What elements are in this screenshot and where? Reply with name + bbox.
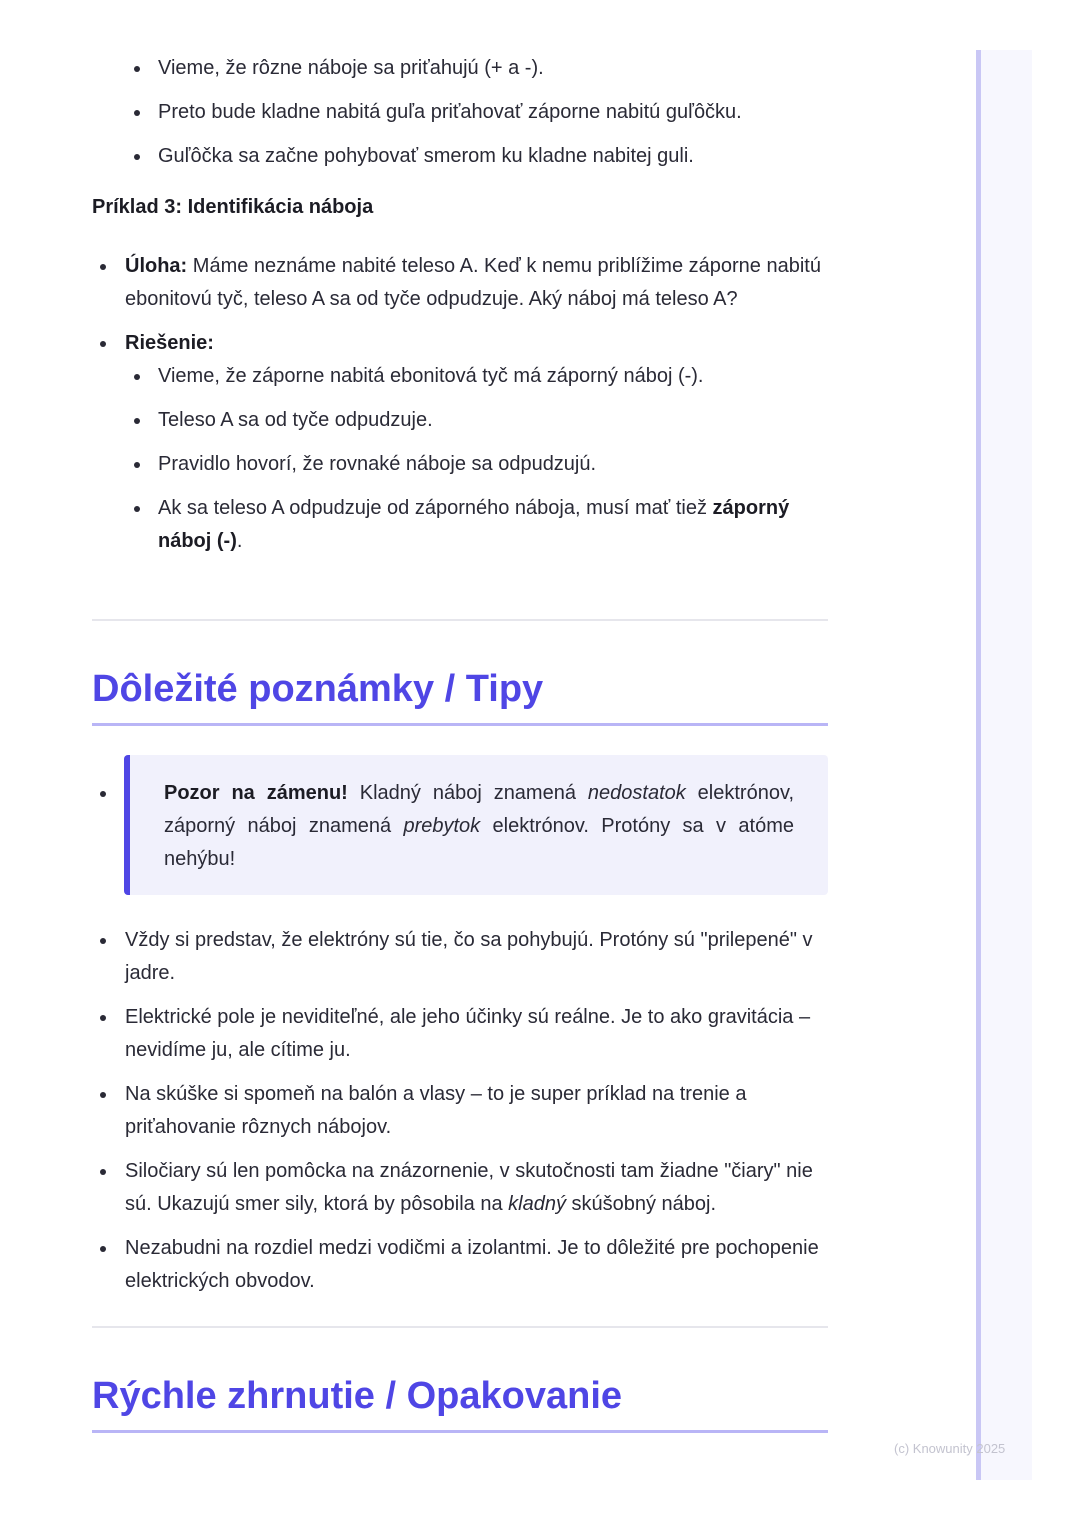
example-list xyxy=(92,250,828,569)
callout-bold: Pozor na zámenu! xyxy=(164,782,348,804)
callout-text: elektrónov, záporný náboj znamená xyxy=(164,782,795,837)
section-heading-summary: Rýchle zhrnutie / Opakovanie xyxy=(92,1374,828,1433)
list-item: Vieme, že záporne nabitá ebonitová tyč má záporný náboj (-). xyxy=(92,360,828,393)
last-item-end: . xyxy=(236,530,243,552)
last-item-text: Ak sa teleso A odpudzuje od záporného náboja, musí mať tiež xyxy=(158,497,713,519)
list-item: Vieme, že rôzne náboje sa priťahujú (+ a -). xyxy=(92,52,828,85)
copyright-text: (c) Knowunity 2025 xyxy=(894,1441,1006,1456)
callout-text: Kladný náboj znamená xyxy=(347,782,588,804)
list-item: Preto bude kladne nabitá guľa priťahovať záporne nabitú guľôčku. xyxy=(92,96,828,129)
task-text: Máme neznáme nabité teleso A. Keď k nemu priblížime záporne nabitú ebonitovú tyč, teleso A sa od tyče odpudzuje. Aký náboj má teleso A? xyxy=(125,255,821,310)
warning-callout xyxy=(124,755,828,895)
example-title: Príklad 3: Identifikácia náboja xyxy=(92,196,374,218)
list-item: Pravidlo hovorí, že rovnaké náboje sa odpudzujú. xyxy=(92,448,828,481)
callout-emphasis: nedostatok xyxy=(587,782,686,804)
list-item: Na skúške si spomeň na balón a vlasy – to je super príklad na trenie a priťahovanie rôznych nábojov. xyxy=(92,1078,828,1144)
solution-label: Riešenie: xyxy=(125,332,214,354)
task-label: Úloha: xyxy=(125,255,188,277)
tips-list xyxy=(92,924,828,1309)
divider xyxy=(92,1326,828,1328)
divider xyxy=(92,619,828,621)
solution-item xyxy=(92,327,828,558)
task-item xyxy=(92,250,828,316)
callout-text: elektrónov. Protóny sa v atóme nehýbu! xyxy=(164,815,794,870)
last-item-bold: záporný náboj (-) xyxy=(158,497,790,552)
list-item: Elektrické pole je neviditeľné, ale jeho účinky sú reálne. Je to ako gravitácia – nevidíme ju, ale cítime ju. xyxy=(92,1001,828,1067)
section-heading-tips: Dôležité poznámky / Tipy xyxy=(92,667,828,726)
list-item xyxy=(92,492,828,558)
list-item: Teleso A sa od tyče odpudzuje. xyxy=(92,404,828,437)
field-lines-emphasis: kladný xyxy=(508,1193,566,1215)
bullet xyxy=(100,791,106,797)
side-accent-bar xyxy=(976,50,981,1480)
list-item: Vždy si predstav, že elektróny sú tie, čo sa pohybujú. Protóny sú "prilepené" v jadre. xyxy=(92,924,828,990)
top-nested-list xyxy=(92,52,828,184)
callout-emphasis: prebytok xyxy=(403,815,481,837)
field-lines-text: skúšobný náboj. xyxy=(565,1193,717,1215)
solution-sublist xyxy=(92,360,828,558)
side-panel xyxy=(976,50,1032,1480)
list-item: Nezabudni na rozdiel medzi vodičmi a izolantmi. Je to dôležité pre pochopenie elektrických obvodov. xyxy=(92,1232,828,1298)
field-lines-text: Siločiary sú len pomôcka na znázornenie, v skutočnosti tam žiadne "čiary" nie sú. Ukazujú smer sily, ktorá by pôsobila na xyxy=(125,1160,813,1215)
list-item xyxy=(92,1155,828,1221)
list-item: Guľôčka sa začne pohybovať smerom ku kladne nabitej guli. xyxy=(92,140,828,173)
